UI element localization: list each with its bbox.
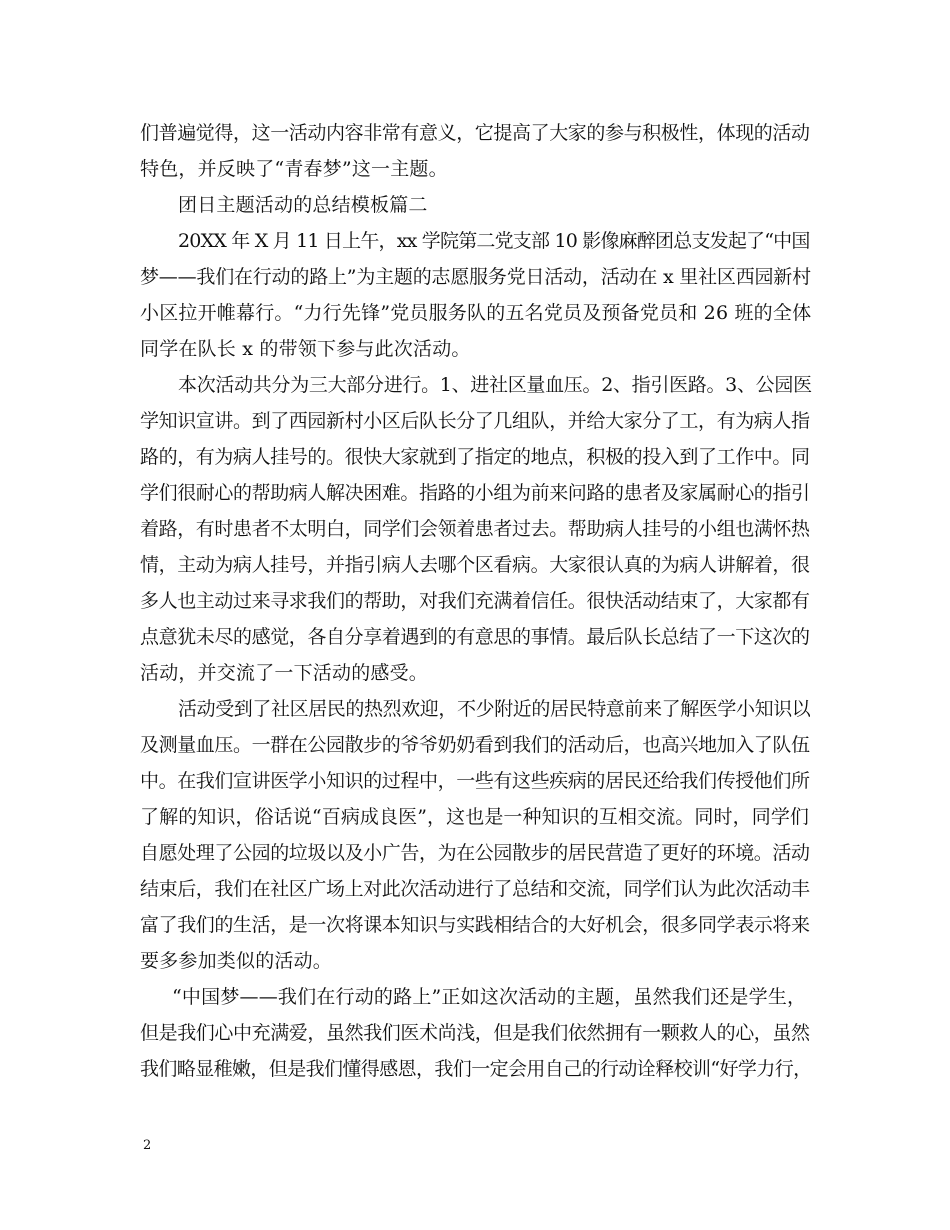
body-text-line: 了解的知识，俗话说“百病成良医”，这也是一种知识的互相交流。同时，同学们 — [140, 806, 810, 828]
body-text-line: 学知识宣讲。到了西园新村小区后队长分了几组队，并给大家分了工，有为病人指 — [140, 410, 810, 432]
body-text-line: 们普遍觉得，这一活动内容非常有意义，它提高了大家的参与积极性，体现的活动 — [140, 122, 810, 144]
body-text-line: 本次活动共分为三大部分进行。1、进社区量血压。2、指引医路。3、公园医 — [178, 374, 812, 396]
body-text-line: 要多参加类似的活动。 — [140, 950, 333, 972]
body-text-line: 学们很耐心的帮助病人解决困难。指路的小组为前来问路的患者及家属耐心的指引 — [140, 482, 810, 504]
body-text-line: 多人也主动过来寻求我们的帮助，对我们充满着信任。很快活动结束了，大家都有 — [140, 590, 810, 612]
body-text-line: 情，主动为病人挂号，并指引病人去哪个区看病。大家很认真的为病人讲解着，很 — [140, 554, 810, 576]
body-text-line: 着路，有时患者不太明白，同学们会领着患者过去。帮助病人挂号的小组也满怀热 — [140, 518, 810, 540]
section-heading: 团日主题活动的总结模板篇二 — [178, 194, 428, 216]
body-text-line: 但是我们心中充满爱，虽然我们医术尚浅，但是我们依然拥有一颗救人的心，虽然 — [140, 1022, 810, 1044]
body-text-line: 活动受到了社区居民的热烈欢迎，不少附近的居民特意前来了解医学小知识以 — [178, 698, 811, 720]
page-number: 2 — [143, 1138, 152, 1153]
body-text-line: 小区拉开帷幕行。“力行先锋”党员服务队的五名党员及预备党员和 26 班的全体 — [140, 302, 812, 324]
body-text-line: 点意犹未尽的感觉，各自分享着遇到的有意思的事情。最后队长总结了一下这次的 — [140, 626, 810, 648]
body-text-line: 20XX 年 X 月 11 日上午，xx 学院第二党支部 10 影像麻醉团总支发起了“中国 — [178, 230, 810, 252]
body-text-line: 结束后，我们在社区广场上对此次活动进行了总结和交流，同学们认为此次活动丰 — [140, 878, 810, 900]
body-text-line: 我们略显稚嫩，但是我们懂得感恩，我们一定会用自己的行动诠释校训“好学力行， — [140, 1058, 812, 1080]
body-text-line: 及测量血压。一群在公园散步的爷爷奶奶看到我们的活动后，也高兴地加入了队伍 — [140, 734, 810, 756]
body-text-line: 富了我们的生活，是一次将课本知识与实践相结合的大好机会，很多同学表示将来 — [140, 914, 810, 936]
body-text-line: “中国梦——我们在行动的路上”正如这次活动的主题，虽然我们还是学生， — [172, 986, 807, 1008]
body-text-line: 特色，并反映了“青春梦”这一主题。 — [140, 158, 448, 180]
body-text-line: 梦——我们在行动的路上”为主题的志愿服务党日活动，活动在 x 里社区西园新村 — [140, 266, 811, 288]
body-text-line: 同学在队长 x 的带领下参与此次活动。 — [140, 338, 471, 360]
body-text-line: 路的，有为病人挂号的。很快大家就到了指定的地点，积极的投入到了工作中。同 — [140, 446, 810, 468]
body-text-line: 活动，并交流了一下活动的感受。 — [140, 662, 429, 684]
body-text-line: 自愿处理了公园的垃圾以及小广告，为在公园散步的居民营造了更好的环境。活动 — [140, 842, 810, 864]
body-text-line: 中。在我们宣讲医学小知识的过程中，一些有这些疾病的居民还给我们传授他们所 — [140, 770, 810, 792]
